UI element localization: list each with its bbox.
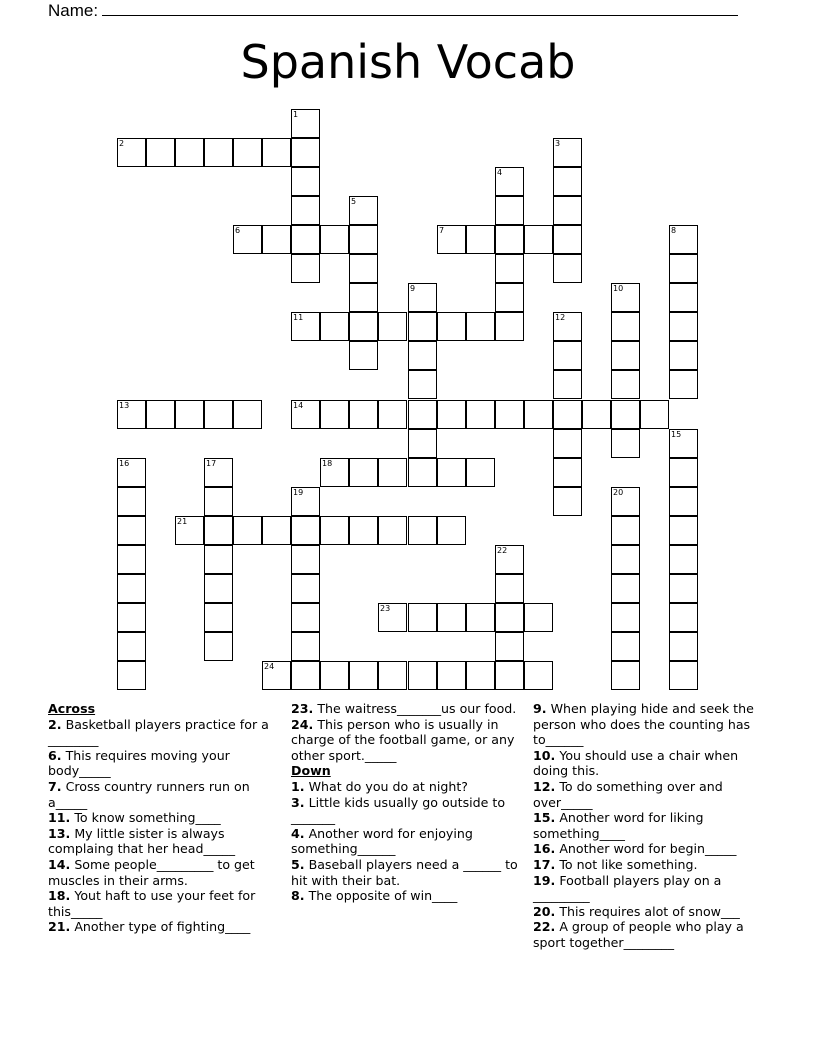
grid-cell[interactable] xyxy=(320,400,349,429)
clue-item-text: Basketball players practice for a ________ xyxy=(48,716,269,748)
grid-cell[interactable] xyxy=(495,167,524,196)
clue-number: 12 xyxy=(555,313,566,322)
grid-cell[interactable] xyxy=(349,225,378,254)
grid-cell[interactable] xyxy=(553,487,582,516)
clue-item-number: 4. xyxy=(291,825,305,841)
clue-item-number: 11. xyxy=(48,810,71,826)
clue-item-number: 6. xyxy=(48,747,62,763)
grid-cell[interactable] xyxy=(437,516,466,545)
clue-number: 19 xyxy=(293,488,304,497)
grid-cell[interactable] xyxy=(233,400,262,429)
clue-item-number: 14. xyxy=(48,856,71,872)
grid-cell[interactable] xyxy=(262,661,291,690)
grid-cell[interactable] xyxy=(204,574,233,603)
clue-item xyxy=(48,857,280,888)
clue-item-number: 17. xyxy=(533,856,556,872)
clue-number: 5 xyxy=(351,197,357,206)
grid-cell[interactable] xyxy=(611,400,640,429)
grid-cell[interactable] xyxy=(175,138,204,167)
clue-number: 22 xyxy=(497,546,508,555)
grid-cell[interactable] xyxy=(204,516,233,545)
clue-item-number: 1. xyxy=(291,778,305,794)
grid-cell[interactable] xyxy=(524,400,553,429)
grid-cell[interactable] xyxy=(669,254,698,283)
clue-item xyxy=(533,904,765,920)
grid-cell[interactable] xyxy=(291,603,320,632)
grid-cell[interactable] xyxy=(495,400,524,429)
clue-item-text: To not like something. xyxy=(555,856,698,872)
grid-cell[interactable] xyxy=(408,370,437,399)
clue-item-text: To know something____ xyxy=(70,810,221,826)
clue-item-text: This requires moving your body_____ xyxy=(48,747,230,779)
grid-cell[interactable] xyxy=(495,283,524,312)
grid-cell[interactable] xyxy=(408,661,437,690)
clue-number: 4 xyxy=(497,168,503,177)
grid-cell[interactable] xyxy=(349,661,378,690)
grid-cell[interactable] xyxy=(611,661,640,690)
grid-cell[interactable] xyxy=(146,138,175,167)
grid-cell[interactable] xyxy=(204,632,233,661)
grid-cell[interactable] xyxy=(349,196,378,225)
clue-item xyxy=(291,857,521,888)
grid-cell[interactable] xyxy=(204,138,233,167)
grid-cell[interactable] xyxy=(669,574,698,603)
clue-column-left xyxy=(48,701,280,935)
clue-item xyxy=(533,810,765,841)
grid-cell[interactable] xyxy=(495,574,524,603)
clue-number: 21 xyxy=(177,517,188,526)
grid-cell[interactable] xyxy=(349,458,378,487)
clue-number: 17 xyxy=(206,459,217,468)
clue-number: 6 xyxy=(235,226,241,235)
grid-cell[interactable] xyxy=(117,545,146,574)
clue-item-number: 19. xyxy=(533,872,556,888)
clue-item xyxy=(48,810,280,826)
clue-item xyxy=(533,919,765,950)
grid-cell[interactable] xyxy=(669,603,698,632)
grid-cell[interactable] xyxy=(611,283,640,312)
grid-cell[interactable] xyxy=(146,400,175,429)
name-label: Name: xyxy=(48,1,99,20)
grid-cell[interactable] xyxy=(262,138,291,167)
grid-cell[interactable] xyxy=(204,603,233,632)
clue-number: 3 xyxy=(555,139,561,148)
grid-cell[interactable] xyxy=(291,516,320,545)
grid-cell[interactable] xyxy=(408,603,437,632)
clue-item-number: 13. xyxy=(48,825,71,841)
clue-item-text: To do something over and over_____ xyxy=(533,778,723,810)
grid-cell[interactable] xyxy=(669,312,698,341)
grid-cell[interactable] xyxy=(466,458,495,487)
clue-item-number: 18. xyxy=(48,888,71,904)
grid-cell[interactable] xyxy=(495,603,524,632)
grid-cell[interactable] xyxy=(611,370,640,399)
grid-cell[interactable] xyxy=(553,341,582,370)
grid-cell[interactable] xyxy=(611,545,640,574)
clue-item-number: 24. xyxy=(291,716,314,732)
grid-cell[interactable] xyxy=(669,225,698,254)
grid-cell[interactable] xyxy=(437,603,466,632)
grid-cell[interactable] xyxy=(669,632,698,661)
grid-cell[interactable] xyxy=(611,487,640,516)
grid-cell[interactable] xyxy=(408,458,437,487)
clue-item xyxy=(291,779,521,795)
grid-cell[interactable] xyxy=(378,661,407,690)
grid-cell[interactable] xyxy=(291,225,320,254)
clue-item-text: Another word for begin_____ xyxy=(555,841,737,857)
grid-cell[interactable] xyxy=(349,312,378,341)
clue-item xyxy=(291,701,521,717)
grid-cell[interactable] xyxy=(553,167,582,196)
clue-item-text: Football players play on a _________ xyxy=(533,872,722,904)
grid-cell[interactable] xyxy=(669,429,698,458)
clue-number: 1 xyxy=(293,110,299,119)
clue-number: 16 xyxy=(119,459,130,468)
clue-number: 10 xyxy=(613,284,624,293)
grid-cell[interactable] xyxy=(611,429,640,458)
clue-item xyxy=(291,826,521,857)
clue-section-heading: Across xyxy=(48,701,96,716)
grid-cell[interactable] xyxy=(117,487,146,516)
clue-item-text: Cross country runners run on a_____ xyxy=(48,778,250,810)
grid-cell[interactable] xyxy=(349,283,378,312)
clue-item-number: 3. xyxy=(291,794,305,810)
clue-item-text: Little kids usually go outside to _______ xyxy=(291,794,506,826)
clue-number: 9 xyxy=(410,284,416,293)
grid-cell[interactable] xyxy=(349,400,378,429)
grid-cell[interactable] xyxy=(611,341,640,370)
grid-cell[interactable] xyxy=(291,254,320,283)
grid-cell[interactable] xyxy=(495,632,524,661)
grid-cell[interactable] xyxy=(669,341,698,370)
grid-cell[interactable] xyxy=(204,458,233,487)
grid-cell[interactable] xyxy=(291,574,320,603)
grid-cell[interactable] xyxy=(553,225,582,254)
grid-cell[interactable] xyxy=(553,400,582,429)
grid-cell[interactable] xyxy=(291,167,320,196)
grid-cell[interactable] xyxy=(495,545,524,574)
clue-number: 18 xyxy=(322,459,333,468)
grid-cell[interactable] xyxy=(117,603,146,632)
clue-item-text: This person who is usually in charge of the football game, or any other sport._____ xyxy=(291,716,515,763)
grid-cell[interactable] xyxy=(262,516,291,545)
clue-item xyxy=(291,888,521,904)
grid-cell[interactable] xyxy=(175,516,204,545)
grid-cell[interactable] xyxy=(117,574,146,603)
grid-cell[interactable] xyxy=(669,283,698,312)
clue-item-number: 8. xyxy=(291,888,305,904)
grid-cell[interactable] xyxy=(611,516,640,545)
grid-cell[interactable] xyxy=(495,254,524,283)
clue-number: 24 xyxy=(264,662,275,671)
grid-cell[interactable] xyxy=(437,400,466,429)
clue-item xyxy=(291,717,521,764)
clue-item-number: 22. xyxy=(533,919,556,935)
clue-item-number: 2. xyxy=(48,716,62,732)
grid-cell[interactable] xyxy=(291,487,320,516)
grid-cell[interactable] xyxy=(291,138,320,167)
grid-cell[interactable] xyxy=(378,516,407,545)
grid-cell[interactable] xyxy=(233,138,262,167)
clue-item xyxy=(533,748,765,779)
clue-number: 15 xyxy=(671,430,682,439)
clue-number: 23 xyxy=(380,604,391,613)
clue-item-text: This requires alot of snow___ xyxy=(555,903,740,919)
clue-item-text: The waitress_______us our food. xyxy=(313,701,517,716)
clue-column-right xyxy=(533,701,765,951)
clue-item-text: Another word for enjoying something______ xyxy=(291,825,473,857)
grid-cell[interactable] xyxy=(117,661,146,690)
grid-cell[interactable] xyxy=(117,516,146,545)
clue-item xyxy=(48,919,280,935)
clue-item xyxy=(291,795,521,826)
grid-cell[interactable] xyxy=(669,458,698,487)
grid-cell[interactable] xyxy=(553,196,582,225)
clue-column-middle xyxy=(291,701,521,904)
grid-cell[interactable] xyxy=(408,312,437,341)
clue-item-text: The opposite of win____ xyxy=(304,888,458,904)
clue-item-number: 12. xyxy=(533,778,556,794)
clue-item-text: Another word for liking something____ xyxy=(533,810,704,841)
clue-item-text: You should use a chair when doing this. xyxy=(533,747,739,779)
grid-cell[interactable] xyxy=(378,312,407,341)
grid-cell[interactable] xyxy=(669,516,698,545)
clue-item-text: Some people_________ to get muscles in their arms. xyxy=(48,856,255,888)
clue-item-text: A group of people who play a sport together________ xyxy=(533,919,744,950)
grid-cell[interactable] xyxy=(291,632,320,661)
clue-number: 14 xyxy=(293,401,304,410)
grid-cell[interactable] xyxy=(669,661,698,690)
clue-section-heading: Down xyxy=(291,763,331,779)
grid-cell[interactable] xyxy=(669,545,698,574)
grid-cell[interactable] xyxy=(466,400,495,429)
clue-item-text: Another type of fighting____ xyxy=(70,919,251,935)
grid-cell[interactable] xyxy=(495,312,524,341)
grid-cell[interactable] xyxy=(320,458,349,487)
clue-item xyxy=(533,841,765,857)
grid-cell[interactable] xyxy=(524,603,553,632)
grid-cell[interactable] xyxy=(117,400,146,429)
grid-cell[interactable] xyxy=(553,458,582,487)
clue-number: 20 xyxy=(613,488,624,497)
grid-cell[interactable] xyxy=(553,312,582,341)
grid-cell[interactable] xyxy=(524,225,553,254)
clue-item-number: 7. xyxy=(48,778,62,794)
grid-cell[interactable] xyxy=(669,487,698,516)
grid-cell[interactable] xyxy=(204,545,233,574)
clue-item xyxy=(533,779,765,810)
clue-item-number: 21. xyxy=(48,919,71,935)
grid-cell[interactable] xyxy=(320,516,349,545)
grid-cell[interactable] xyxy=(117,138,146,167)
clue-item-number: 9. xyxy=(533,701,547,716)
grid-cell[interactable] xyxy=(553,138,582,167)
clue-number: 11 xyxy=(293,313,304,322)
grid-cell[interactable] xyxy=(582,400,611,429)
clue-item-text: When playing hide and seek the person who does the counting has to______ xyxy=(533,701,754,748)
grid-cell[interactable] xyxy=(204,400,233,429)
grid-cell[interactable] xyxy=(378,458,407,487)
grid-cell[interactable] xyxy=(437,225,466,254)
clue-number: 2 xyxy=(119,139,125,148)
grid-cell[interactable] xyxy=(204,487,233,516)
grid-cell[interactable] xyxy=(408,429,437,458)
clue-item-number: 20. xyxy=(533,903,556,919)
clue-item-number: 16. xyxy=(533,841,556,857)
grid-cell[interactable] xyxy=(291,196,320,225)
grid-cell[interactable] xyxy=(437,458,466,487)
grid-cell[interactable] xyxy=(320,225,349,254)
grid-cell[interactable] xyxy=(408,516,437,545)
grid-cell[interactable] xyxy=(495,661,524,690)
clue-item-text: Yout haft to use your feet for this_____ xyxy=(48,888,256,919)
grid-cell[interactable] xyxy=(524,661,553,690)
clue-item-number: 5. xyxy=(291,856,305,872)
grid-cell[interactable] xyxy=(640,400,669,429)
grid-cell[interactable] xyxy=(175,400,204,429)
grid-cell[interactable] xyxy=(233,225,262,254)
grid-cell[interactable] xyxy=(291,545,320,574)
grid-cell[interactable] xyxy=(233,516,262,545)
page-title: Spanish Vocab xyxy=(240,35,576,89)
grid-cell[interactable] xyxy=(408,341,437,370)
grid-cell[interactable] xyxy=(378,603,407,632)
grid-cell[interactable] xyxy=(466,603,495,632)
grid-cell[interactable] xyxy=(262,225,291,254)
grid-cell[interactable] xyxy=(408,283,437,312)
clue-item-number: 15. xyxy=(533,810,556,826)
clue-item xyxy=(48,779,280,810)
grid-cell[interactable] xyxy=(349,516,378,545)
grid-cell[interactable] xyxy=(437,312,466,341)
clue-item xyxy=(533,873,765,904)
grid-cell[interactable] xyxy=(291,312,320,341)
grid-cell[interactable] xyxy=(553,370,582,399)
grid-cell[interactable] xyxy=(553,429,582,458)
clue-item xyxy=(48,748,280,779)
grid-cell[interactable] xyxy=(466,661,495,690)
clue-item xyxy=(48,826,280,857)
grid-cell[interactable] xyxy=(553,254,582,283)
grid-cell[interactable] xyxy=(466,225,495,254)
grid-cell[interactable] xyxy=(611,312,640,341)
clue-item-text: My little sister is always complaing that her head_____ xyxy=(48,825,235,857)
clue-item-text: What do you do at night? xyxy=(304,778,468,794)
grid-cell[interactable] xyxy=(437,661,466,690)
grid-cell[interactable] xyxy=(291,109,320,138)
grid-cell[interactable] xyxy=(611,632,640,661)
grid-cell[interactable] xyxy=(495,196,524,225)
grid-cell[interactable] xyxy=(291,661,320,690)
clue-number: 8 xyxy=(671,226,677,235)
grid-cell[interactable] xyxy=(320,312,349,341)
grid-cell[interactable] xyxy=(320,661,349,690)
grid-cell[interactable] xyxy=(117,458,146,487)
grid-cell[interactable] xyxy=(349,254,378,283)
grid-cell[interactable] xyxy=(466,312,495,341)
grid-cell[interactable] xyxy=(408,400,437,429)
grid-cell[interactable] xyxy=(611,603,640,632)
grid-cell[interactable] xyxy=(378,400,407,429)
grid-cell[interactable] xyxy=(495,225,524,254)
grid-cell[interactable] xyxy=(117,632,146,661)
clue-item-number: 10. xyxy=(533,747,556,763)
grid-cell[interactable] xyxy=(669,370,698,399)
grid-cell[interactable] xyxy=(349,341,378,370)
clue-number: 7 xyxy=(439,226,445,235)
grid-cell[interactable] xyxy=(611,574,640,603)
clue-item-number: 23. xyxy=(291,701,314,716)
clue-item xyxy=(48,888,280,919)
clue-item xyxy=(533,857,765,873)
clue-item-text: Baseball players need a ______ to hit with their bat. xyxy=(291,856,518,888)
clue-item xyxy=(48,717,280,748)
clue-item xyxy=(533,701,765,748)
clue-number: 13 xyxy=(119,401,130,410)
grid-cell[interactable] xyxy=(291,400,320,429)
